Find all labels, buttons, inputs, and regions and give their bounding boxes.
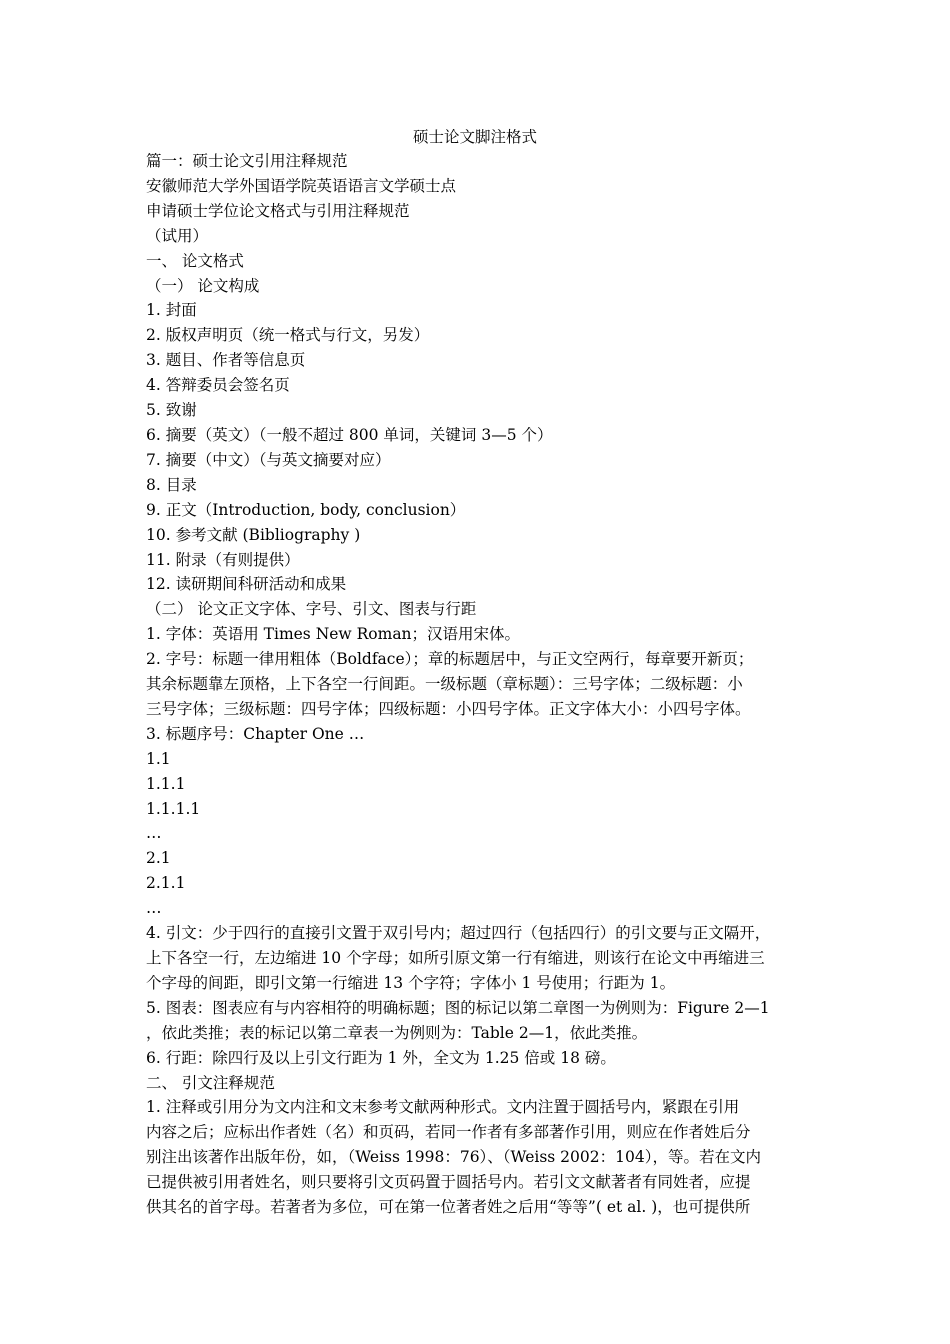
text-line: 上下各空一行，左边缩进 10 个字母；如所引原文第一行有缩进，则该行在论文中再缩进三 — [146, 949, 765, 967]
list-item: 2. 版权声明页（统一格式与行文，另发） — [146, 326, 430, 345]
text-line: 篇一：硕士论文引用注释规范 — [146, 152, 348, 170]
text-line: 三号字体；三级标题：四号字体；四级标题：小四号字体。正文字体大小：小四号字体。 — [146, 699, 751, 718]
list-item: 4. 答辩委员会签名页 — [146, 376, 290, 395]
list-item: 11. 附录（有则提供） — [146, 550, 300, 569]
text-line: ，依此类推；表的标记以第二章表一为例则为：Table 2—1，依此类推。 — [146, 1023, 648, 1042]
text-line: 供其名的首字母。若著者为多位，可在第一位著者姓之后用“等等”( et al. )，也可提供所 — [146, 1198, 751, 1217]
text-line: 4. 引文：少于四行的直接引文置于双引号内；超过四行（包括四行）的引文要与正文隔开， — [146, 924, 771, 943]
text-line: 3. 标题序号：Chapter One … — [146, 724, 365, 743]
heading-number: 1.1.1 — [146, 774, 186, 793]
subsection-heading: （二） 论文正文字体、字号、引文、图表与行距 — [146, 600, 477, 619]
list-item: 8. 目录 — [146, 475, 197, 494]
text-line: 内容之后；应标出作者姓（名）和页码，若同一作者有多部著作引用，则应在作者姓后分 — [146, 1123, 751, 1142]
text-line: 别注出该著作出版年份，如，（Weiss 1998：76）、（Weiss 2002：104），等。若在文内 — [146, 1148, 761, 1167]
text-line: 2. 字号：标题一律用粗体（Boldface）；章的标题居中，与正文空两行，每章要开新页； — [146, 650, 754, 669]
heading-number: 2.1 — [146, 849, 171, 868]
subsection-heading: （一） 论文构成 — [146, 276, 260, 295]
text-line: 1. 注释或引用分为文内注和文末参考文献两种形式。文内注置于圆括号内，紧跟在引用 — [146, 1098, 740, 1117]
text-line: 申请硕士学位论文格式与引用注释规范 — [146, 201, 410, 220]
list-item: 7. 摘要（中文）（与英文摘要对应） — [146, 450, 391, 469]
list-item: 10. 参考文献 (Bibliography ) — [146, 525, 361, 544]
text-line: 5. 图表：图表应有与内容相符的明确标题；图的标记以第二章图一为例则为：Figure 2—1 — [146, 998, 770, 1017]
document-body — [146, 149, 818, 1220]
list-item: 5. 致谢 — [146, 401, 197, 420]
text-line: 安徽师范大学外国语学院英语语言文学硕士点 — [146, 176, 457, 195]
text-line: 6. 行距：除四行及以上引文行距为 1 外，全文为 1.25 倍或 18 磅。 — [146, 1048, 616, 1067]
text-line: 1. 字体：英语用 Times New Roman；汉语用宋体。 — [146, 625, 521, 644]
section-heading: 二、 引文注释规范 — [146, 1073, 275, 1092]
ellipsis: … — [146, 899, 162, 918]
list-item: 3. 题目、作者等信息页 — [146, 351, 306, 370]
ellipsis: … — [146, 824, 162, 843]
heading-number: 1.1.1.1 — [146, 799, 201, 818]
heading-number: 1.1 — [146, 749, 171, 768]
document-title: 硕士论文脚注格式 — [412, 128, 537, 146]
heading-number: 2.1.1 — [146, 874, 186, 893]
text-line: 个字母的间距，即引文第一行缩进 13 个字符；字体小 1 号使用；行距为 1。 — [146, 973, 676, 992]
list-item: 6. 摘要（英文）（一般不超过 800 单词，关键词 3—5 个） — [146, 425, 553, 444]
text-line: （试用） — [146, 226, 209, 245]
text-line: 其余标题靠左顶格，上下各空一行间距。一级标题（章标题）：三号字体；二级标题：小 — [146, 675, 743, 694]
list-item: 1. 封面 — [146, 301, 197, 320]
list-item: 9. 正文（Introduction, body, conclusion） — [146, 500, 466, 519]
section-heading: 一、 论文格式 — [146, 251, 244, 270]
text-line: 已提供被引用者姓名，则只要将引文页码置于圆括号内。若引文文献著者有同姓者，应提 — [146, 1173, 751, 1192]
list-item: 12. 读研期间科研活动和成果 — [146, 575, 347, 594]
